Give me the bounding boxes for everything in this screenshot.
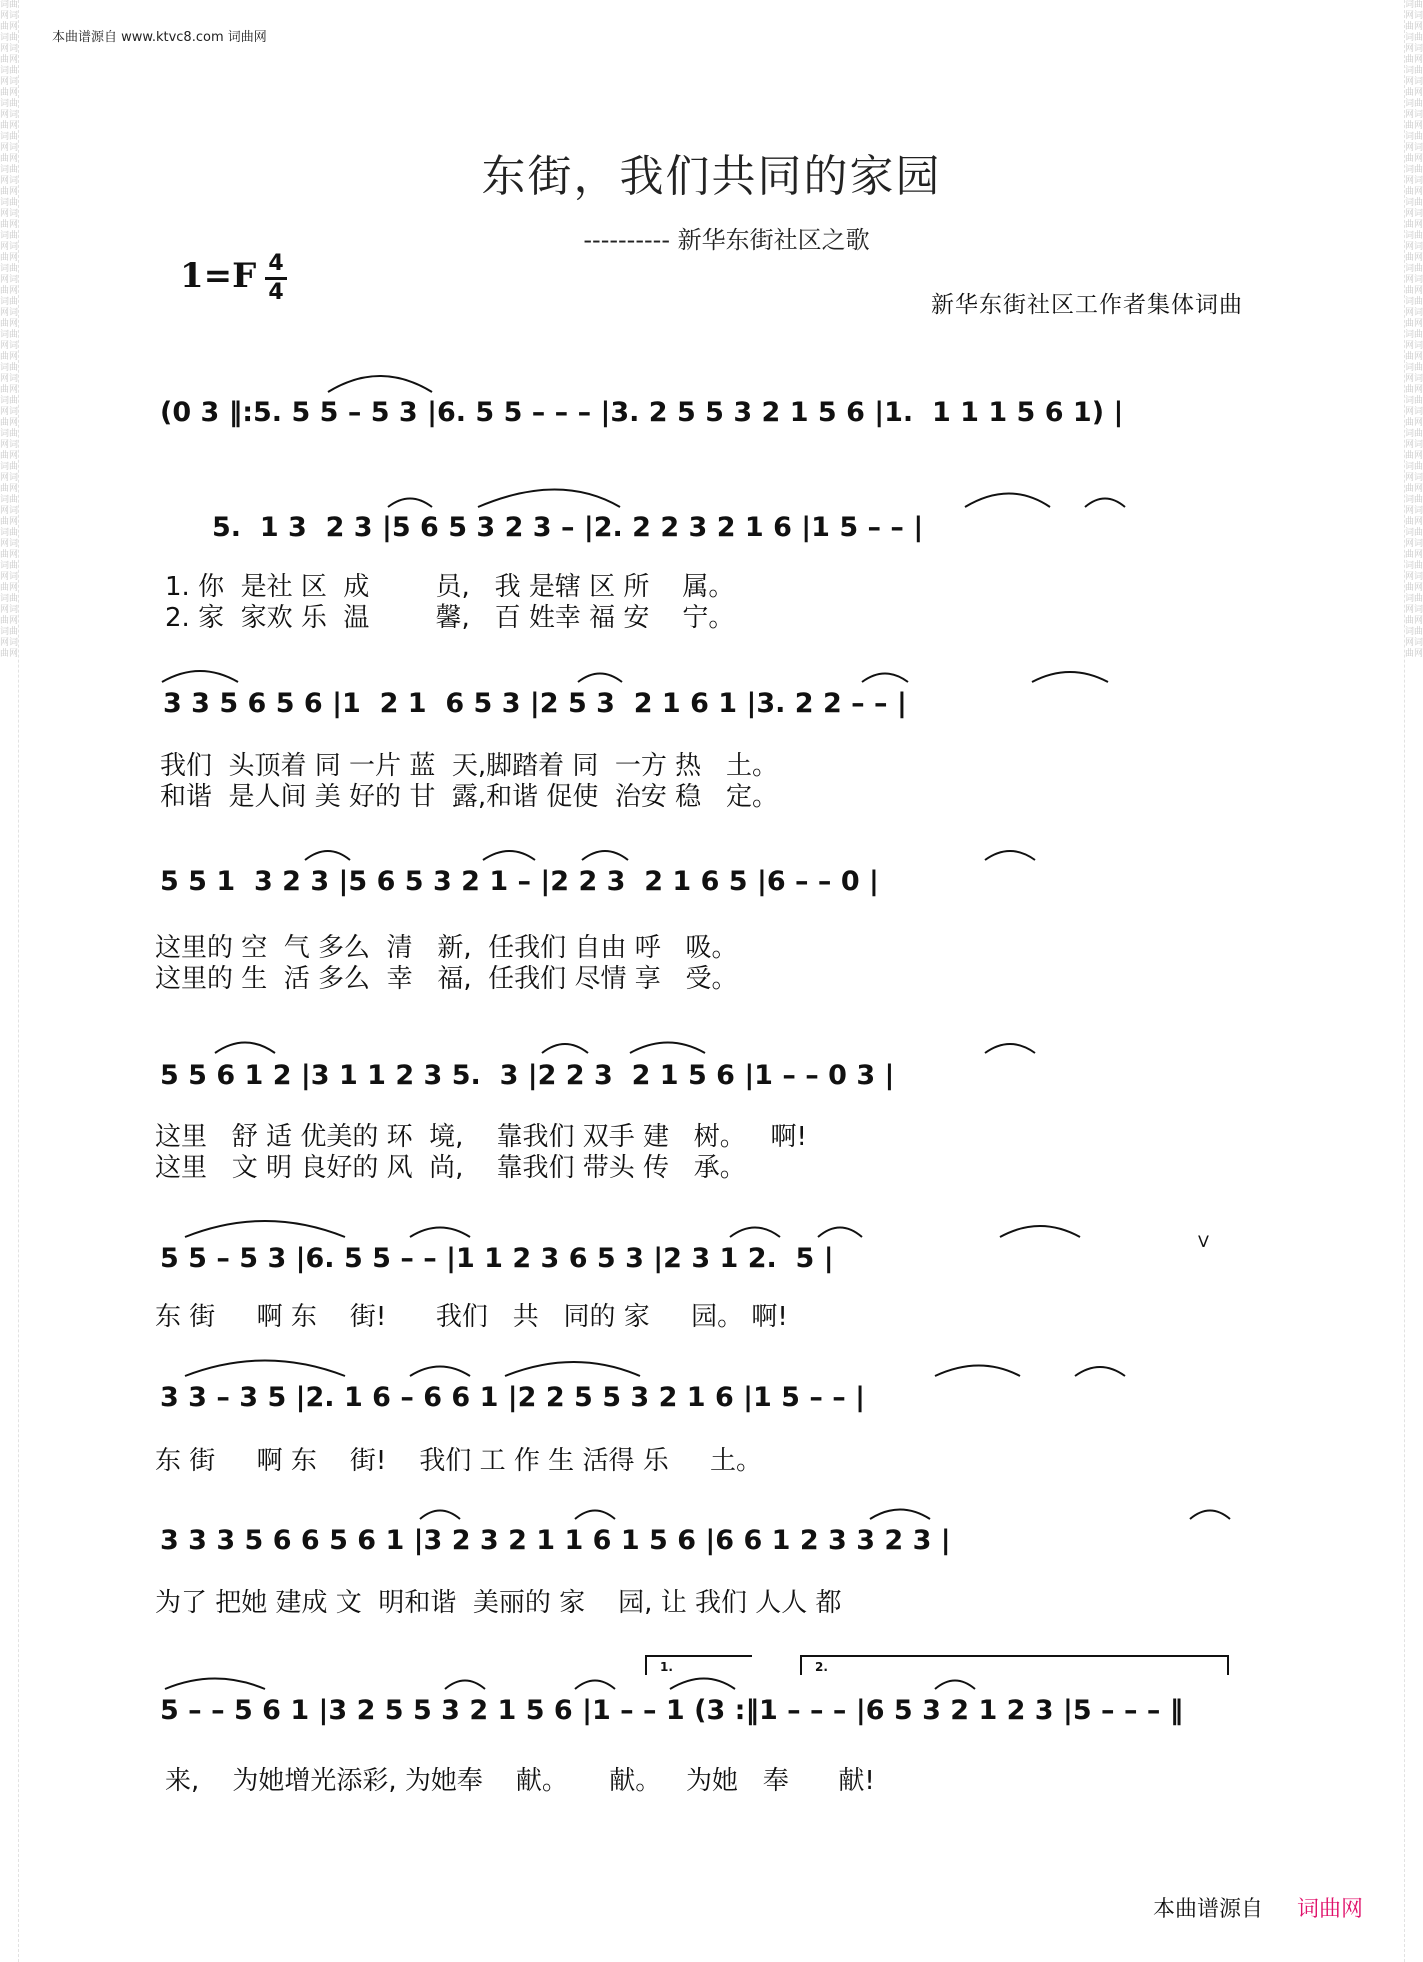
second-ending-bracket xyxy=(800,1655,1229,1675)
slur xyxy=(862,674,908,683)
slur xyxy=(818,1228,862,1238)
notation-system-2: 5. 1 3 2 3 |5 6 5 3 2 3 – |2. 2 2 3 2 1 6 |1 5 – – | xyxy=(212,512,924,543)
slur xyxy=(185,1361,345,1377)
slur xyxy=(1000,1226,1080,1237)
slur xyxy=(670,1679,735,1690)
slur xyxy=(162,671,238,682)
slur xyxy=(410,1367,470,1377)
slur xyxy=(505,1362,640,1376)
slur xyxy=(630,1043,705,1054)
time-signature xyxy=(265,252,287,305)
notation-system-1: (0 3 ‖:5. 5 5 – 5 3 |6. 5 5 – – – |3. 2 5 5 3 2 1 5 6 |1. 1 1 1 5 6 1) | xyxy=(160,397,1124,428)
slur xyxy=(165,1679,265,1690)
notation-system-4: 5 5 1 3 2 3 |5 6 5 3 2 1 – |2 2 3 2 1 6 5 |6 – – 0 | xyxy=(160,866,879,897)
lyric-line: 这里的 生 活 多么 幸 福, 任我们 尽情 享 受。 xyxy=(155,964,738,994)
song-title: 东街，我们共同的家园 xyxy=(481,151,942,202)
slur xyxy=(935,1681,975,1690)
lyric-line: 和谐 是人间 美 好的 甘 露,和谐 促使 治安 稳 定。 xyxy=(160,782,778,812)
lyric-line: 2. 家 家欢 乐 温 馨, 百 姓幸 福 安 宁。 xyxy=(165,603,735,633)
slur xyxy=(575,1681,615,1690)
slur xyxy=(328,376,432,392)
slur xyxy=(1075,1367,1125,1376)
slur xyxy=(730,1228,780,1238)
song-subtitle: ---------- 新华东街社区之歌 xyxy=(583,226,870,254)
notation-system-3: 3 3 5 6 5 6 |1 2 1 6 5 3 |2 5 3 2 1 6 1 |3. 2 2 – – | xyxy=(163,688,907,719)
notation-system-9: 5 – – 5 6 1 |3 2 5 5 3 2 1 5 6 |1 – – 1 (3 :‖1 – – – |6 5 3 2 1 2 3 |5 – – – ‖ xyxy=(160,1695,1184,1726)
slur xyxy=(445,1681,485,1690)
slur xyxy=(388,499,432,508)
slur xyxy=(478,490,620,508)
right-watermark-strip: 词曲网词曲网词曲网词曲网词曲网词曲网词曲网词曲网词曲网词曲网词曲网词曲网词曲网词曲网词曲网词曲网词曲网词曲网词曲网词曲网词曲网词曲网词曲网词曲网词曲网词曲网词曲网词曲网词曲网词曲网词曲网词曲网词曲网词曲网词曲网词曲网词曲网词曲网词曲网词曲网 xyxy=(1404,0,1423,1962)
slur xyxy=(965,494,1050,508)
notation-system-6: 5 5 – 5 3 |6. 5 5 – – |1 1 2 3 6 5 3 |2 3 1 2. 5 | xyxy=(160,1243,834,1274)
slur xyxy=(870,1510,930,1520)
lyric-line: 这里 文 明 良好的 风 尚, 靠我们 带头 传 承。 xyxy=(155,1153,746,1183)
slur xyxy=(1032,672,1108,682)
first-ending-label: 1. xyxy=(660,1660,673,1674)
lyric-line: 1. 你 是社 区 成 员, 我 是辖 区 所 属。 xyxy=(165,572,735,602)
time-signature-bottom: 4 xyxy=(268,280,284,305)
slur xyxy=(1085,499,1125,508)
lyric-line: 东 街 啊 东 街! 我们 工 作 生 活得 乐 土。 xyxy=(155,1446,763,1476)
slur xyxy=(575,1511,615,1520)
slur xyxy=(215,1043,275,1054)
notation-system-8: 3 3 3 5 6 6 5 6 1 |3 2 3 2 1 1 6 1 5 6 |6 6 1 2 3 3 2 3 | xyxy=(160,1525,951,1556)
slur xyxy=(185,1221,345,1237)
key-signature: 1=F xyxy=(180,256,257,296)
left-watermark-strip: 词曲网词曲网词曲网词曲网词曲网词曲网词曲网词曲网词曲网词曲网词曲网词曲网词曲网词曲网词曲网词曲网词曲网词曲网词曲网词曲网词曲网词曲网词曲网词曲网词曲网词曲网词曲网词曲网词曲网词曲网词曲网词曲网词曲网词曲网词曲网词曲网词曲网词曲网词曲网词曲网 xyxy=(0,0,19,1962)
second-ending-label: 2. xyxy=(815,1660,828,1674)
time-signature-top: 4 xyxy=(268,251,284,276)
slur xyxy=(582,851,628,860)
slur xyxy=(935,1366,1020,1377)
lyricist-credit: 新华东街社区工作者集体词曲 xyxy=(931,292,1243,318)
lyric-line: 为了 把她 建成 文 明和谐 美丽的 家 园, 让 我们 人人 都 xyxy=(155,1588,842,1618)
slur xyxy=(1190,1511,1230,1520)
slur xyxy=(483,851,535,860)
notation-system-7: 3 3 – 3 5 |2. 1 6 – 6 6 1 |2 2 5 5 3 2 1 6 |1 5 – – | xyxy=(160,1382,866,1413)
footer-brand-link[interactable]: 词曲网 xyxy=(1296,1897,1363,1922)
breath-mark: V xyxy=(1198,1232,1209,1251)
lyric-line: 来, 为她增光添彩, 为她奉 献。 献。 为她 奉 献! xyxy=(165,1766,875,1796)
lyric-line: 这里 舒 适 优美的 环 境, 靠我们 双手 建 树。 啊! xyxy=(155,1122,807,1152)
slur xyxy=(985,851,1035,860)
slur xyxy=(420,1511,460,1520)
slur xyxy=(985,1044,1035,1053)
source-header: 本曲谱源自 www.ktvc8.com 词曲网 xyxy=(52,30,267,45)
footer-source: 本曲谱源自 xyxy=(1152,1897,1263,1922)
lyric-line: 这里的 空 气 多么 清 新, 任我们 自由 呼 吸。 xyxy=(155,933,738,963)
notation-system-5: 5 5 6 1 2 |3 1 1 2 3 5. 3 |2 2 3 2 1 5 6 |1 – – 0 3 | xyxy=(160,1060,895,1091)
slur xyxy=(578,674,622,683)
slur xyxy=(305,851,350,860)
slur xyxy=(410,1228,470,1238)
slur xyxy=(542,1044,588,1053)
lyric-line: 我们 头顶着 同 一片 蓝 天,脚踏着 同 一方 热 土。 xyxy=(160,751,778,781)
lyric-line: 东 街 啊 东 街! 我们 共 同的 家 园。 啊! xyxy=(155,1302,788,1332)
